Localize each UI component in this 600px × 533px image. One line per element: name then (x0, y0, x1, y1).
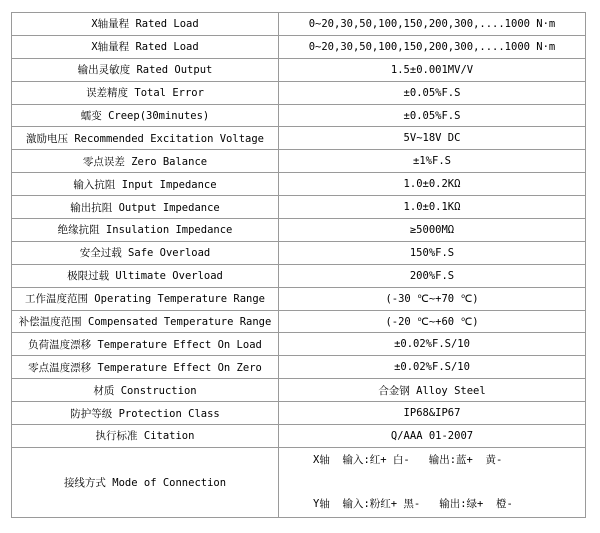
row-label: 极限过载 Ultimate Overload (12, 264, 279, 287)
row-value: ±0.02%F.S/10 (279, 333, 586, 356)
row-value: ±1%F.S (279, 150, 586, 173)
row-label: 零点误差 Zero Balance (12, 150, 279, 173)
row-label: 材质 Construction (12, 379, 279, 402)
row-label: 安全过载 Safe Overload (12, 241, 279, 264)
connection-label: 接线方式 Mode of Connection (12, 447, 279, 517)
table-row (12, 333, 586, 356)
row-value: ±0.05%F.S (279, 104, 586, 127)
row-value: 5V~18V DC (279, 127, 586, 150)
table-row (12, 287, 586, 310)
row-value: 1.5±0.001MV/V (279, 58, 586, 81)
row-label: 工作温度范围 Operating Temperature Range (12, 287, 279, 310)
row-value: Q/AAA 01-2007 (279, 425, 586, 448)
spec-table-body (12, 13, 586, 518)
table-row (12, 425, 586, 448)
row-value: 合金钢 Alloy Steel (279, 379, 586, 402)
row-label: X轴量程 Rated Load (12, 13, 279, 36)
connection-value (279, 447, 586, 517)
table-row (12, 264, 586, 287)
row-label: 负荷温度漂移 Temperature Effect On Load (12, 333, 279, 356)
row-label: 零点温度漂移 Temperature Effect On Zero (12, 356, 279, 379)
row-value: (-30 ℃~+70 ℃) (279, 287, 586, 310)
row-label: 误差精度 Total Error (12, 81, 279, 104)
row-value: ±0.02%F.S/10 (279, 356, 586, 379)
row-label: 激励电压 Recommended Excitation Voltage (12, 127, 279, 150)
table-row (12, 402, 586, 425)
table-row (12, 150, 586, 173)
table-row (12, 356, 586, 379)
row-value: ≥5000MΩ (279, 219, 586, 242)
y-axis-wiring: Y轴 输入:粉红+ 黑- 输出:绿+ 橙- (313, 498, 513, 511)
row-value: 1.0±0.1KΩ (279, 196, 586, 219)
table-row (12, 104, 586, 127)
row-value: 150%F.S (279, 241, 586, 264)
row-value: 200%F.S (279, 264, 586, 287)
table-row (12, 196, 586, 219)
row-value: 1.0±0.2KΩ (279, 173, 586, 196)
row-label: 输出抗阻 Output Impedance (12, 196, 279, 219)
table-row (12, 35, 586, 58)
row-value: 0~20,30,50,100,150,200,300,....1000 N·m (279, 13, 586, 36)
row-label: 执行标准 Citation (12, 425, 279, 448)
table-row (12, 127, 586, 150)
row-label: 防护等级 Protection Class (12, 402, 279, 425)
spec-table (11, 12, 586, 518)
row-label: 输入抗阻 Input Impedance (12, 173, 279, 196)
row-label: 蠕变 Creep(30minutes) (12, 104, 279, 127)
table-row (12, 241, 586, 264)
row-value: 0~20,30,50,100,150,200,300,....1000 N·m (279, 35, 586, 58)
row-value: (-20 ℃~+60 ℃) (279, 310, 586, 333)
x-axis-wiring: X轴 输入:红+ 白- 输出:蓝+ 黄- (313, 454, 503, 467)
row-label: 输出灵敏度 Rated Output (12, 58, 279, 81)
row-label: X轴量程 Rated Load (12, 35, 279, 58)
row-label: 补偿温度范围 Compensated Temperature Range (12, 310, 279, 333)
table-row (12, 173, 586, 196)
table-row (12, 81, 586, 104)
table-row (12, 13, 586, 36)
row-value: ±0.05%F.S (279, 81, 586, 104)
connection-row (12, 447, 586, 517)
table-row (12, 58, 586, 81)
table-row (12, 379, 586, 402)
row-value: IP68&IP67 (279, 402, 586, 425)
table-row (12, 219, 586, 242)
row-label: 绝缘抗阻 Insulation Impedance (12, 219, 279, 242)
table-row (12, 310, 586, 333)
